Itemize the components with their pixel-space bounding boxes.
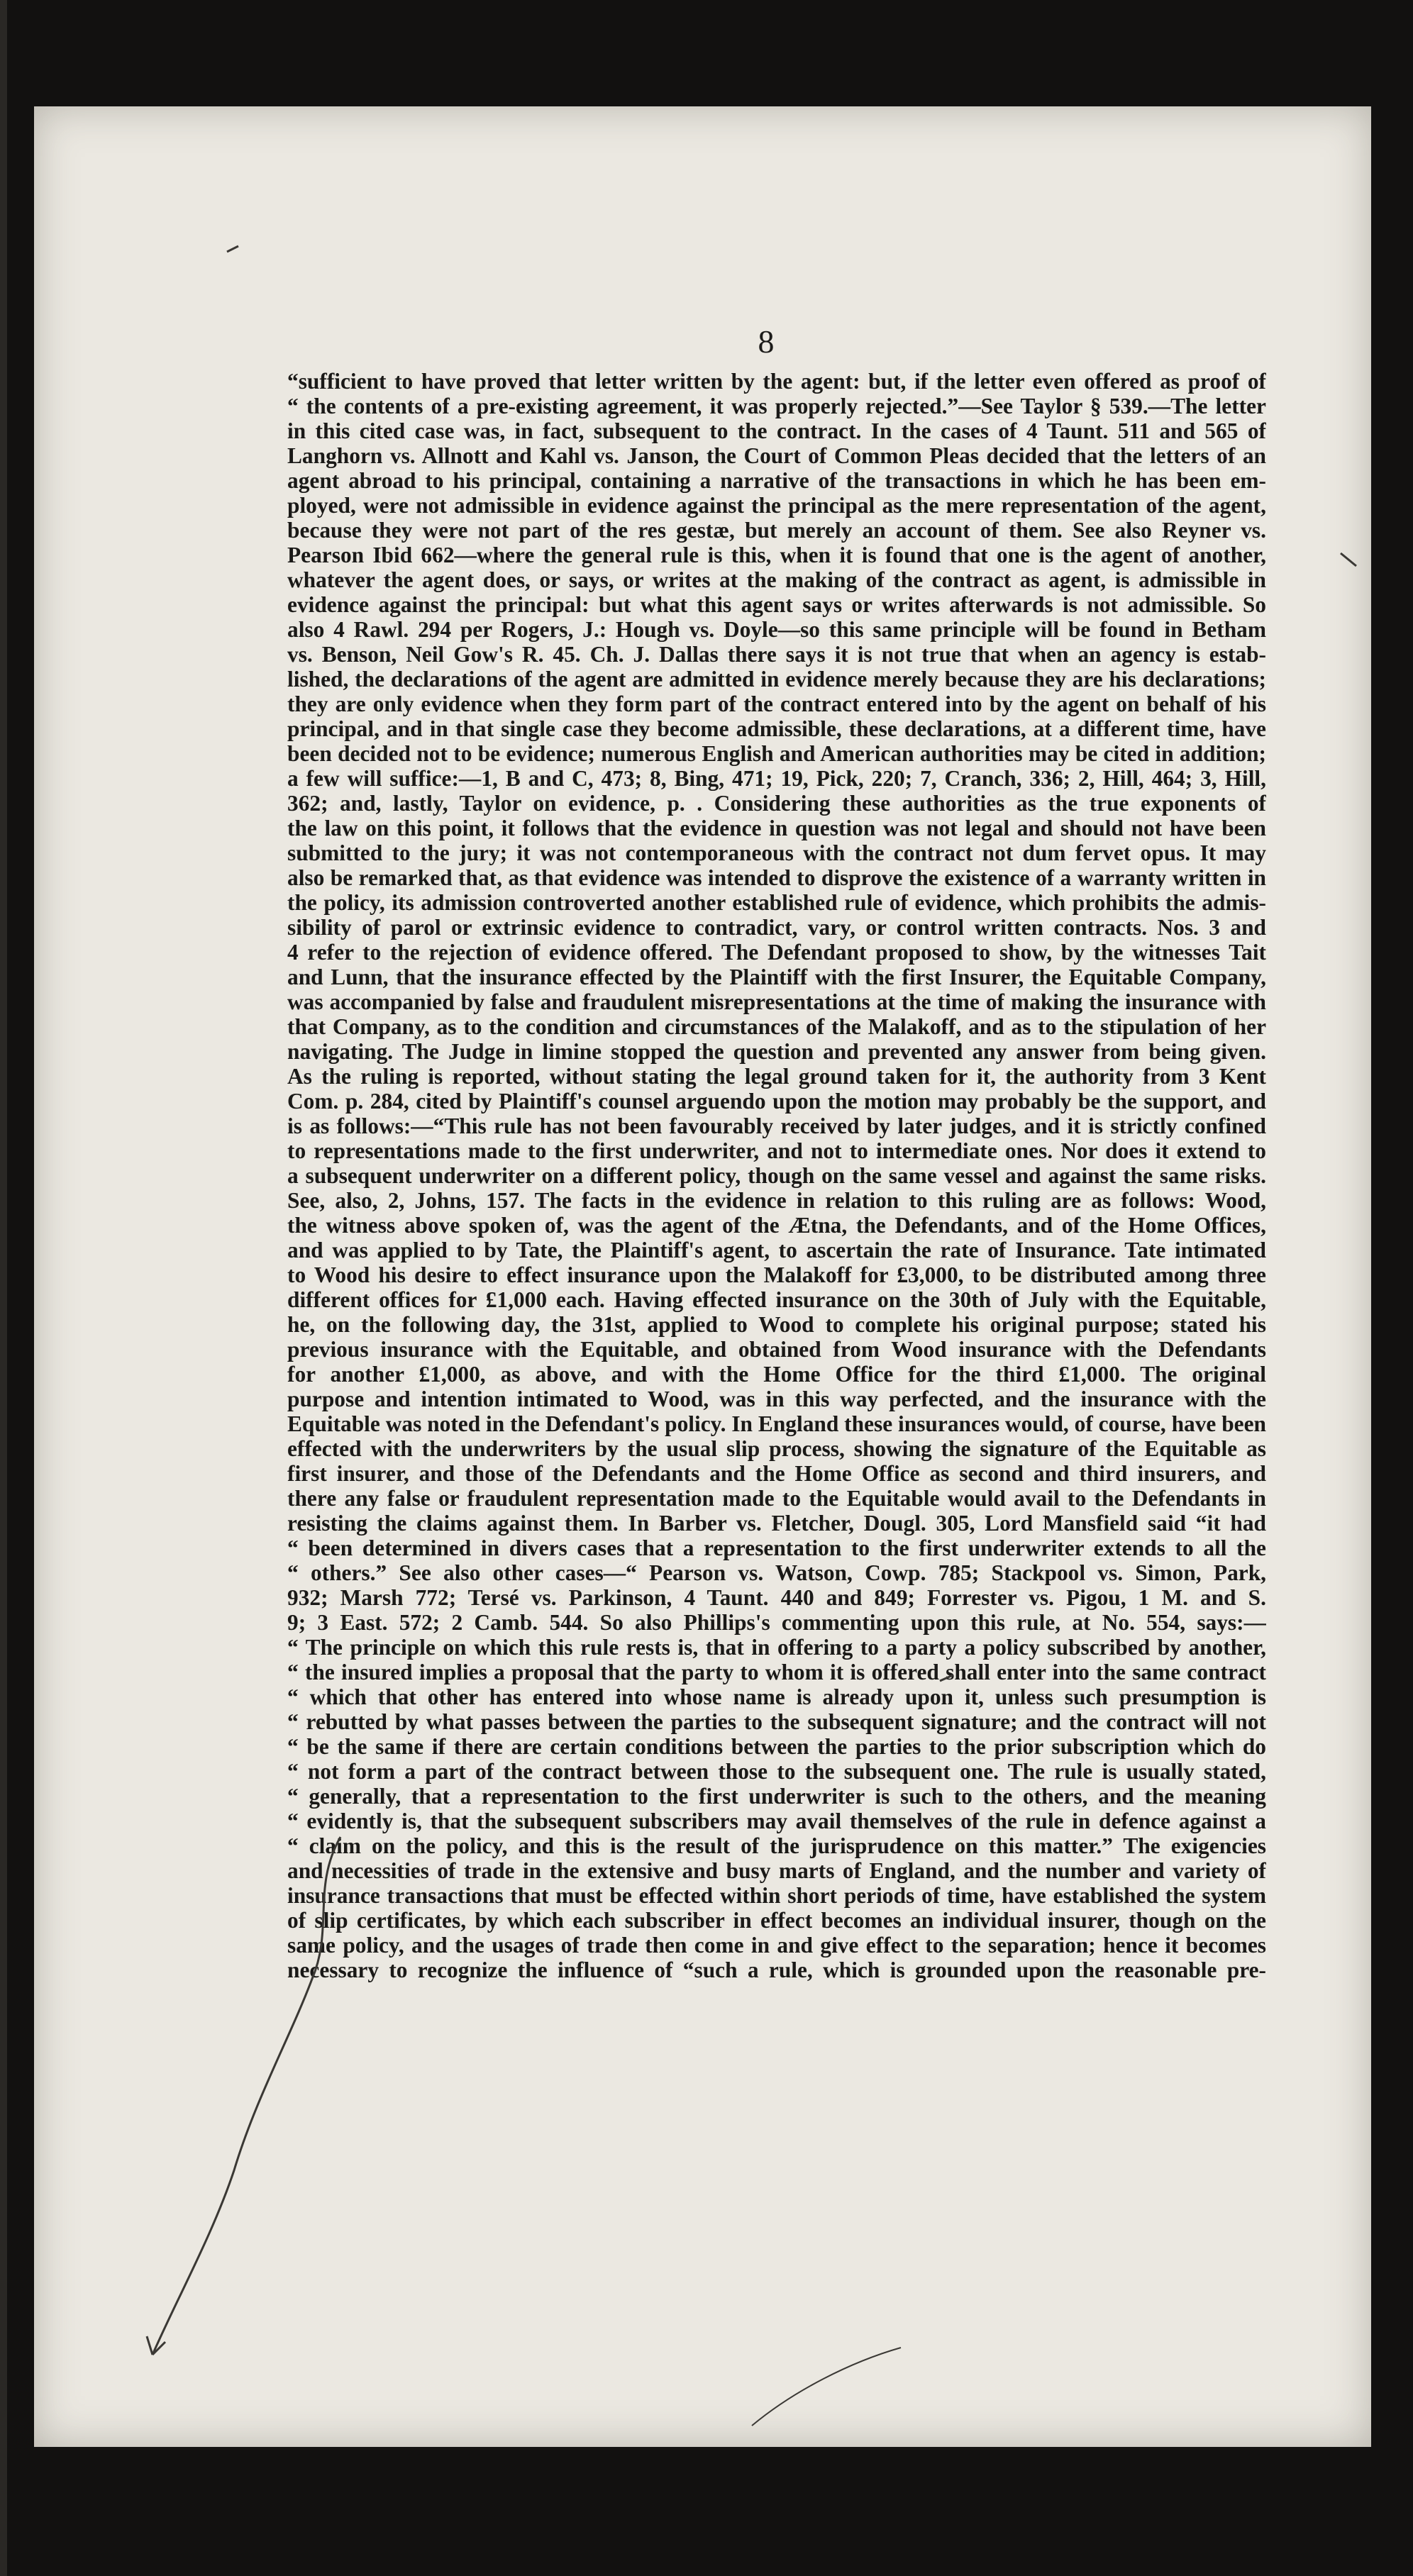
text-line: to representations made to the first underwriter, and not to intermediate ones. Nor does it extend to xyxy=(287,1138,1266,1163)
text-line: agent abroad to his principal, containing a narrative of the transactions in which he has been em- xyxy=(287,468,1266,493)
text-line: is as follows:—“This rule has not been favourably received by later judges, and it is strictly confined xyxy=(287,1114,1266,1138)
text-line: “ others.” See also other cases—“ Pearson vs. Watson, Cowp. 785; Stackpool vs. Simon, Park, xyxy=(287,1560,1266,1585)
text-line: they are only evidence when they form part of the contract entered into by the agent on behalf of his xyxy=(287,692,1266,716)
text-line: there any false or fraudulent representation made to the Equitable would avail to the Defendants in xyxy=(287,1486,1266,1511)
text-line: submitted to the jury; it was not contemporaneous with the contract not dum fervet opus. It may xyxy=(287,840,1266,865)
text-line: and necessities of trade in the extensive and busy marts of England, and the number and variety of xyxy=(287,1858,1266,1883)
text-line: “ not form a part of the contract between those to the subsequent one. The rule is usually stated, xyxy=(287,1759,1266,1784)
text-line: 362; and, lastly, Taylor on evidence, p. . Considering these authorities as the true exponents of xyxy=(287,791,1266,816)
text-line: As the ruling is reported, without stating the legal ground taken for it, the authority from 3 Kent xyxy=(287,1064,1266,1089)
text-line: “ rebutted by what passes between the parties to the subsequent signature; and the contract will not xyxy=(287,1709,1266,1734)
text-line: whatever the agent does, or says, or writes at the making of the contract as agent, is admissible in xyxy=(287,567,1266,592)
text-line: vs. Benson, Neil Gow's R. 45. Ch. J. Dallas there says it is not true that when an agency is estab- xyxy=(287,642,1266,667)
text-line: “ claim on the policy, and this is the result of the jurisprudence on this matter.” The exigencies xyxy=(287,1833,1266,1858)
text-line: of slip certificates, by which each subscriber in effect becomes an individual insurer, though on the xyxy=(287,1908,1266,1933)
text-line: ployed, were not admissible in evidence against the principal as the mere representation of the agent, xyxy=(287,493,1266,518)
text-line: necessary to recognize the influence of “such a rule, which is grounded upon the reasonable pre- xyxy=(287,1958,1266,1982)
text-line: resisting the claims against them. In Barber vs. Fletcher, Dougl. 305, Lord Mansfield said “it had xyxy=(287,1511,1266,1536)
text-line: and Lunn, that the insurance effected by the Plaintiff with the first Insurer, the Equitable Company, xyxy=(287,965,1266,989)
text-line: a subsequent underwriter on a different policy, though on the same vessel and against the same risks. xyxy=(287,1163,1266,1188)
text-line: for another £1,000, as above, and with the Home Office for the third £1,000. The original xyxy=(287,1362,1266,1387)
text-line: same policy, and the usages of trade then come in and give effect to the separation; hence it becomes xyxy=(287,1933,1266,1958)
text-line: “ be the same if there are certain conditions between the parties to the prior subscription which do xyxy=(287,1734,1266,1759)
text-line: in this cited case was, in fact, subsequent to the contract. In the cases of 4 Taunt. 511 and 565 of xyxy=(287,418,1266,443)
text-line: “ The principle on which this rule rests is, that in offering to a party a policy subscribed by another, xyxy=(287,1635,1266,1660)
text-line: 932; Marsh 772; Tersé vs. Parkinson, 4 Taunt. 440 and 849; Forrester vs. Pigou, 1 M. and S. xyxy=(287,1585,1266,1610)
text-line: evidence against the principal: but what this agent says or writes afterwards is not admissible. So xyxy=(287,592,1266,617)
text-line: “ the insured implies a proposal that the party to whom it is offered shall enter into the same contract xyxy=(287,1660,1266,1684)
text-line: See, also, 2, Johns, 157. The facts in the evidence in relation to this ruling are as follows: Wood, xyxy=(287,1188,1266,1213)
text-line: that Company, as to the condition and circumstances of the Malakoff, and as to the stipulation of her xyxy=(287,1014,1266,1039)
text-line: different offices for £1,000 each. Having effected insurance on the 30th of July with the Equitable, xyxy=(287,1287,1266,1312)
page-number: 8 xyxy=(758,323,775,360)
text-line: previous insurance with the Equitable, and obtained from Wood insurance with the Defendants xyxy=(287,1337,1266,1362)
text-line: “ the contents of a pre-existing agreement, it was properly rejected.”—See Taylor § 539.—The letter xyxy=(287,394,1266,418)
text-line: a few will suffice:—1, B and C, 473; 8, Bing, 471; 19, Pick, 220; 7, Cranch, 336; 2, Hill, 464; 3, Hill, xyxy=(287,766,1266,791)
text-line: also be remarked that, as that evidence was intended to disprove the existence of a warranty written in xyxy=(287,865,1266,890)
text-line: Langhorn vs. Allnott and Kahl vs. Janson, the Court of Common Pleas decided that the letters of an xyxy=(287,443,1266,468)
text-line: effected with the underwriters by the usual slip process, showing the signature of the Equitable as xyxy=(287,1436,1266,1461)
text-line: the witness above spoken of, was the agent of the Ætna, the Defendants, and of the Home Offices, xyxy=(287,1213,1266,1238)
text-line: purpose and intention intimated to Wood, was in this way perfected, and the insurance with the xyxy=(287,1387,1266,1411)
text-line: principal, and in that single case they become admissible, these declarations, at a different time, have xyxy=(287,716,1266,741)
text-line: the law on this point, it follows that the evidence in question was not legal and should not have been xyxy=(287,816,1266,840)
body-text xyxy=(287,369,1266,1982)
text-line: insurance transactions that must be effected within short periods of time, have established the system xyxy=(287,1883,1266,1908)
text-line: Pearson Ibid 662—where the general rule is this, when it is found that one is the agent of another, xyxy=(287,543,1266,567)
text-line: also 4 Rawl. 294 per Rogers, J.: Hough vs. Doyle—so this same principle will be found in Betham xyxy=(287,617,1266,642)
text-line: sibility of parol or extrinsic evidence to contradict, vary, or control written contracts. Nos. 3 and xyxy=(287,915,1266,940)
text-line: “ been determined in divers cases that a representation to the first underwriter extends to all the xyxy=(287,1536,1266,1560)
text-line: because they were not part of the res gestæ, but merely an account of them. See also Reyner vs. xyxy=(287,518,1266,543)
text-line: 9; 3 East. 572; 2 Camb. 544. So also Phillips's commenting upon this rule, at No. 554, says:— xyxy=(287,1610,1266,1635)
text-line: navigating. The Judge in limine stopped the question and prevented any answer from being given. xyxy=(287,1039,1266,1064)
text-line: “sufficient to have proved that letter written by the agent: but, if the letter even offered as proof of xyxy=(287,369,1266,394)
text-line: 4 refer to the rejection of evidence offered. The Defendant proposed to show, by the witnesses Tait xyxy=(287,940,1266,965)
text-line: Com. p. 284, cited by Plaintiff's counsel arguendo upon the motion may probably be the support, and xyxy=(287,1089,1266,1114)
text-line: “ which that other has entered into whose name is already upon it, unless such presumption is xyxy=(287,1684,1266,1709)
text-line: was accompanied by false and fraudulent misrepresentations at the time of making the insurance with xyxy=(287,989,1266,1014)
text-line: “ evidently is, that the subsequent subscribers may avail themselves of the rule in defence against a xyxy=(287,1809,1266,1833)
book-spine-edge xyxy=(0,0,7,2576)
text-line: “ generally, that a representation to the first underwriter is such to the others, and the meaning xyxy=(287,1784,1266,1809)
text-line: he, on the following day, the 31st, applied to Wood to complete his original purpose; stated his xyxy=(287,1312,1266,1337)
text-line: the policy, its admission controverted another established rule of evidence, which prohibits the admis- xyxy=(287,890,1266,915)
text-line: been decided not to be evidence; numerous English and American authorities may be cited in addition; xyxy=(287,741,1266,766)
text-line: Equitable was noted in the Defendant's policy. In England these insurances would, of course, have been xyxy=(287,1411,1266,1436)
text-line: and was applied to by Tate, the Plaintiff's agent, to ascertain the rate of Insurance. Tate intimated xyxy=(287,1238,1266,1262)
text-line: lished, the declarations of the agent are admitted in evidence merely because they are his declarations; xyxy=(287,667,1266,692)
text-line: first insurer, and those of the Defendants and the Home Office as second and third insurers, and xyxy=(287,1461,1266,1486)
text-line: to Wood his desire to effect insurance upon the Malakoff for £3,000, to be distributed among three xyxy=(287,1262,1266,1287)
